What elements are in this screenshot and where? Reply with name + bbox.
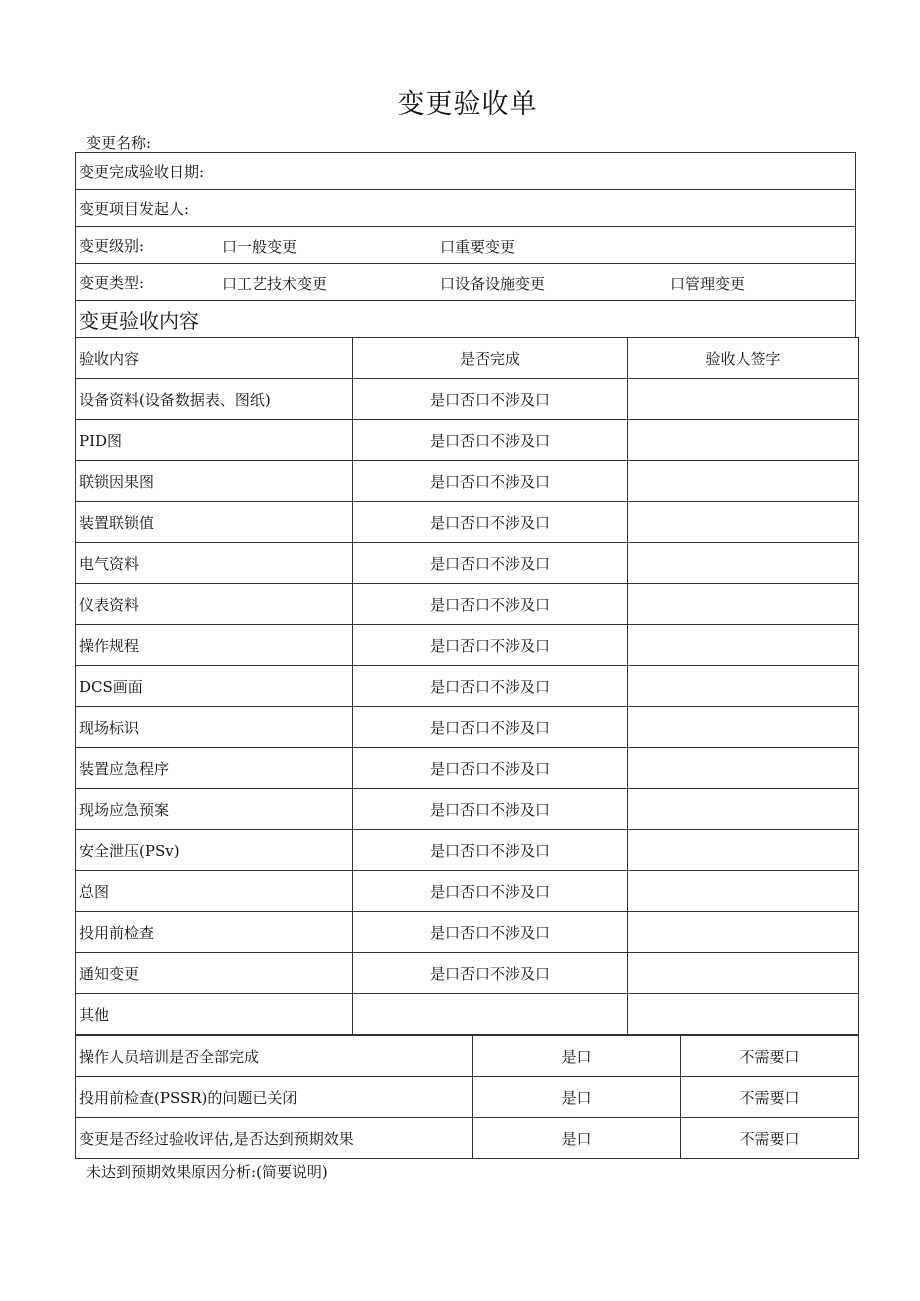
- table-row: [76, 912, 859, 953]
- table-row: [76, 379, 859, 420]
- item-status[interactable]: 是口否口不涉及口: [353, 461, 628, 502]
- check-yes-option[interactable]: 是口: [473, 1036, 681, 1077]
- change-name-label: 变更名称:: [86, 134, 152, 152]
- item-status[interactable]: 是口否口不涉及口: [353, 707, 628, 748]
- section-title: 变更验收内容: [76, 301, 856, 338]
- header-fields-table: [75, 152, 856, 338]
- table-row: [76, 625, 859, 666]
- item-signature[interactable]: [628, 502, 859, 543]
- item-signature[interactable]: [628, 707, 859, 748]
- item-signature[interactable]: [628, 420, 859, 461]
- table-row: [76, 871, 859, 912]
- type-option-process[interactable]: 口工艺技术变更: [222, 275, 328, 293]
- analysis-label: 未达到预期效果原因分析:(简要说明): [86, 1163, 328, 1181]
- change-level-row: [76, 227, 856, 264]
- level-option-important[interactable]: 口重要变更: [440, 238, 516, 256]
- table-row: [76, 830, 859, 871]
- item-signature[interactable]: [628, 994, 859, 1035]
- change-level-cell: [76, 227, 856, 264]
- table-row: [76, 748, 859, 789]
- check-question: 操作人员培训是否全部完成: [76, 1036, 473, 1077]
- item-signature[interactable]: [628, 871, 859, 912]
- check-not-needed-option[interactable]: 不需要口: [681, 1077, 859, 1118]
- table-row: [76, 420, 859, 461]
- table-row: [76, 789, 859, 830]
- table-row: [76, 953, 859, 994]
- check-not-needed-option[interactable]: 不需要口: [681, 1118, 859, 1159]
- item-name: 仪表资料: [76, 584, 353, 625]
- item-status[interactable]: 是口否口不涉及口: [353, 625, 628, 666]
- column-header-signature: 验收人签字: [628, 338, 859, 379]
- item-name: 操作规程: [76, 625, 353, 666]
- initiator-label[interactable]: 变更项目发起人:: [76, 190, 856, 227]
- initiator-row: [76, 190, 856, 227]
- check-not-needed-option[interactable]: 不需要口: [681, 1036, 859, 1077]
- check-row: [76, 1077, 859, 1118]
- item-status[interactable]: 是口否口不涉及口: [353, 584, 628, 625]
- item-name: 通知变更: [76, 953, 353, 994]
- item-name: PID图: [76, 420, 353, 461]
- item-status[interactable]: 是口否口不涉及口: [353, 543, 628, 584]
- table-row: [76, 543, 859, 584]
- check-question: 变更是否经过验收评估,是否达到预期效果: [76, 1118, 473, 1159]
- item-name: 总图: [76, 871, 353, 912]
- item-status[interactable]: 是口否口不涉及口: [353, 830, 628, 871]
- table-row: [76, 666, 859, 707]
- item-status[interactable]: 是口否口不涉及口: [353, 953, 628, 994]
- item-name: DCS画面: [76, 666, 353, 707]
- check-question: 投用前检查(PSSR)的问题已关闭: [76, 1077, 473, 1118]
- change-type-cell: [76, 264, 856, 301]
- item-status[interactable]: [353, 994, 628, 1035]
- table-row: [76, 994, 859, 1035]
- completion-date-row: [76, 153, 856, 190]
- form-title: 变更验收单: [397, 89, 538, 120]
- item-name: 现场应急预案: [76, 789, 353, 830]
- change-level-label: 变更级别:: [79, 236, 145, 255]
- item-status[interactable]: 是口否口不涉及口: [353, 912, 628, 953]
- item-signature[interactable]: [628, 830, 859, 871]
- item-status[interactable]: 是口否口不涉及口: [353, 789, 628, 830]
- item-name: 联锁因果图: [76, 461, 353, 502]
- item-name: 装置应急程序: [76, 748, 353, 789]
- section-title-row: [76, 301, 856, 338]
- table-row: [76, 461, 859, 502]
- acceptance-items-table: [75, 337, 859, 1035]
- item-name: 投用前检查: [76, 912, 353, 953]
- column-header-content: 验收内容: [76, 338, 353, 379]
- table-row: [76, 502, 859, 543]
- check-row: [76, 1036, 859, 1077]
- item-signature[interactable]: [628, 953, 859, 994]
- item-name: 安全泄压(PSv): [76, 830, 353, 871]
- item-status[interactable]: 是口否口不涉及口: [353, 502, 628, 543]
- item-name: 设备资料(设备数据表、图纸): [76, 379, 353, 420]
- table-row: [76, 707, 859, 748]
- item-signature[interactable]: [628, 584, 859, 625]
- item-name: 现场标识: [76, 707, 353, 748]
- item-signature[interactable]: [628, 461, 859, 502]
- level-option-general[interactable]: 口一般变更: [222, 238, 298, 256]
- type-option-equipment[interactable]: 口设备设施变更: [440, 275, 546, 293]
- item-status[interactable]: 是口否口不涉及口: [353, 666, 628, 707]
- item-signature[interactable]: [628, 789, 859, 830]
- check-row: [76, 1118, 859, 1159]
- table-header-row: [76, 338, 859, 379]
- item-signature[interactable]: [628, 748, 859, 789]
- item-signature[interactable]: [628, 625, 859, 666]
- item-signature[interactable]: [628, 666, 859, 707]
- item-status[interactable]: 是口否口不涉及口: [353, 420, 628, 461]
- change-type-row: [76, 264, 856, 301]
- type-option-management[interactable]: 口管理变更: [670, 275, 746, 293]
- item-status[interactable]: 是口否口不涉及口: [353, 379, 628, 420]
- item-signature[interactable]: [628, 912, 859, 953]
- completion-date-label[interactable]: 变更完成验收日期:: [76, 153, 856, 190]
- item-signature[interactable]: [628, 543, 859, 584]
- item-signature[interactable]: [628, 379, 859, 420]
- change-type-label: 变更类型:: [79, 273, 145, 292]
- column-header-completed: 是否完成: [353, 338, 628, 379]
- item-name: 其他: [76, 994, 353, 1035]
- item-status[interactable]: 是口否口不涉及口: [353, 748, 628, 789]
- check-yes-option[interactable]: 是口: [473, 1077, 681, 1118]
- item-name: 装置联锁值: [76, 502, 353, 543]
- final-checks-table: [75, 1035, 859, 1159]
- table-row: [76, 584, 859, 625]
- item-name: 电气资料: [76, 543, 353, 584]
- item-status[interactable]: 是口否口不涉及口: [353, 871, 628, 912]
- check-yes-option[interactable]: 是口: [473, 1118, 681, 1159]
